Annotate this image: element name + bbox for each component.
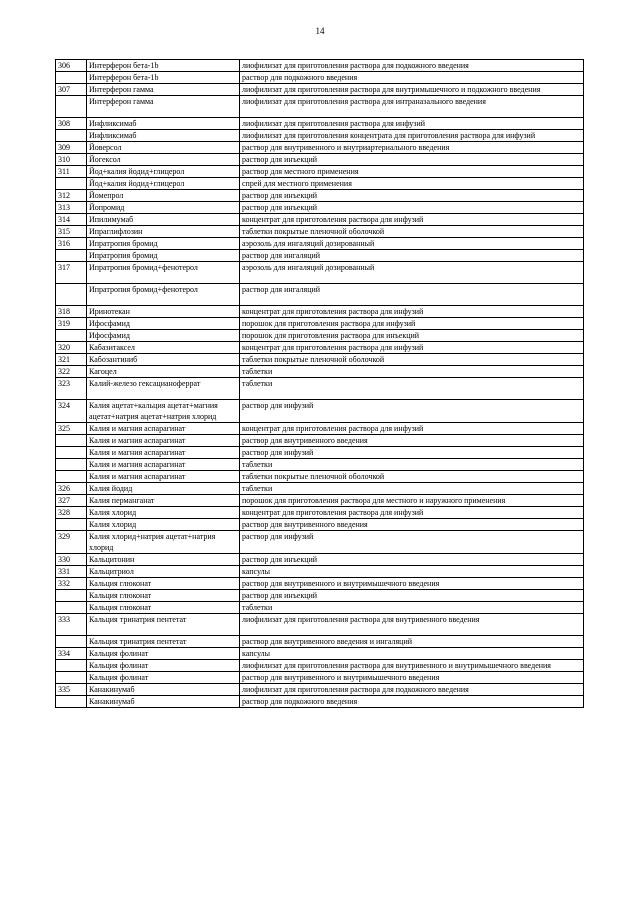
drug-name: Кальцитонин bbox=[87, 554, 240, 566]
drug-name: Калия хлорид bbox=[87, 507, 240, 519]
row-number bbox=[56, 72, 87, 84]
table-row bbox=[56, 400, 584, 423]
table-row bbox=[56, 459, 584, 471]
row-number: 321 bbox=[56, 354, 87, 366]
row-number: 326 bbox=[56, 483, 87, 495]
row-number: 335 bbox=[56, 684, 87, 696]
page-number: 14 bbox=[315, 26, 325, 36]
row-number: 318 bbox=[56, 306, 87, 318]
row-number bbox=[56, 602, 87, 614]
table-row bbox=[56, 214, 584, 226]
drug-name: Кальция глюконат bbox=[87, 602, 240, 614]
row-number: 319 bbox=[56, 318, 87, 330]
row-number: 312 bbox=[56, 190, 87, 202]
row-number bbox=[56, 519, 87, 531]
table-row bbox=[56, 435, 584, 447]
table-row bbox=[56, 342, 584, 354]
dosage-form: раствор для инфузий bbox=[240, 400, 584, 423]
table-row bbox=[56, 154, 584, 166]
row-number bbox=[56, 660, 87, 672]
table-row bbox=[56, 142, 584, 154]
row-number bbox=[56, 590, 87, 602]
drug-name: Ипратропия бромид bbox=[87, 250, 240, 262]
table-row bbox=[56, 354, 584, 366]
dosage-form: концентрат для приготовления раствора для инфузий bbox=[240, 342, 584, 354]
dosage-form: раствор для инфузий bbox=[240, 531, 584, 554]
row-number: 315 bbox=[56, 226, 87, 238]
drug-name: Йопромид bbox=[87, 202, 240, 214]
drug-name: Интерферон бета-1b bbox=[87, 60, 240, 72]
dosage-form: раствор для подкожного введения bbox=[240, 72, 584, 84]
table-row bbox=[56, 96, 584, 118]
table-row bbox=[56, 72, 584, 84]
row-number: 314 bbox=[56, 214, 87, 226]
row-number: 332 bbox=[56, 578, 87, 590]
dosage-form: раствор для внутривенного и внутримышечного введения bbox=[240, 578, 584, 590]
drug-name: Интерферон гамма bbox=[87, 84, 240, 96]
table-row bbox=[56, 554, 584, 566]
drug-table-body bbox=[56, 60, 584, 708]
drug-name: Калия хлорид+натрия ацетат+натрия хлорид bbox=[87, 531, 240, 554]
drug-name: Йоверсол bbox=[87, 142, 240, 154]
row-number: 333 bbox=[56, 614, 87, 636]
dosage-form: раствор для внутривенного введения bbox=[240, 519, 584, 531]
drug-name: Канакинумаб bbox=[87, 684, 240, 696]
table-row bbox=[56, 531, 584, 554]
row-number bbox=[56, 178, 87, 190]
table-row bbox=[56, 250, 584, 262]
drug-name: Калия и магния аспарагинат bbox=[87, 435, 240, 447]
table-row bbox=[56, 226, 584, 238]
table-row bbox=[56, 696, 584, 708]
drug-name: Кальция фолинат bbox=[87, 648, 240, 660]
row-number: 324 bbox=[56, 400, 87, 423]
drug-table bbox=[55, 59, 584, 708]
row-number: 331 bbox=[56, 566, 87, 578]
dosage-form: раствор для внутривенного введения и ингаляций bbox=[240, 636, 584, 648]
dosage-form: раствор для внутривенного введения bbox=[240, 435, 584, 447]
drug-name: Инфликсимаб bbox=[87, 130, 240, 142]
dosage-form: раствор для местного применения bbox=[240, 166, 584, 178]
dosage-form: порошок для приготовления раствора для инфузий bbox=[240, 318, 584, 330]
table-row bbox=[56, 483, 584, 495]
row-number: 306 bbox=[56, 60, 87, 72]
dosage-form: лиофилизат для приготовления раствора для внутривенного введения bbox=[240, 614, 584, 636]
table-row bbox=[56, 471, 584, 483]
row-number: 311 bbox=[56, 166, 87, 178]
dosage-form: раствор для инъекций bbox=[240, 154, 584, 166]
row-number: 322 bbox=[56, 366, 87, 378]
dosage-form: раствор для ингаляций bbox=[240, 250, 584, 262]
drug-name: Ифосфамид bbox=[87, 318, 240, 330]
row-number: 327 bbox=[56, 495, 87, 507]
drug-name: Кальция фолинат bbox=[87, 660, 240, 672]
dosage-form: концентрат для приготовления раствора для инфузий bbox=[240, 306, 584, 318]
dosage-form: порошок для приготовления раствора для местного и наружного применения bbox=[240, 495, 584, 507]
drug-name: Кабазитаксел bbox=[87, 342, 240, 354]
dosage-form: раствор для внутривенного и внутримышечного введения bbox=[240, 672, 584, 684]
drug-name: Калия и магния аспарагинат bbox=[87, 471, 240, 483]
dosage-form: концентрат для приготовления раствора для инфузий bbox=[240, 423, 584, 435]
drug-name: Кальция глюконат bbox=[87, 578, 240, 590]
table-row bbox=[56, 590, 584, 602]
dosage-form: лиофилизат для приготовления раствора для интраназального введения bbox=[240, 96, 584, 118]
dosage-form: таблетки bbox=[240, 483, 584, 495]
drug-name: Кагоцел bbox=[87, 366, 240, 378]
dosage-form: лиофилизат для приготовления раствора для подкожного введения bbox=[240, 60, 584, 72]
table-row bbox=[56, 130, 584, 142]
drug-name: Калия перманганат bbox=[87, 495, 240, 507]
table-row bbox=[56, 519, 584, 531]
table-row bbox=[56, 118, 584, 130]
drug-name: Интерферон гамма bbox=[87, 96, 240, 118]
drug-name: Калий-железо гексацианоферрат bbox=[87, 378, 240, 400]
drug-name: Кальция тринатрия пентетат bbox=[87, 636, 240, 648]
dosage-form: аэрозоль для ингаляций дозированный bbox=[240, 262, 584, 284]
table-row bbox=[56, 578, 584, 590]
row-number bbox=[56, 435, 87, 447]
row-number bbox=[56, 471, 87, 483]
row-number bbox=[56, 696, 87, 708]
table-row bbox=[56, 636, 584, 648]
drug-name: Ифосфамид bbox=[87, 330, 240, 342]
dosage-form: таблетки покрытые пленочной оболочкой bbox=[240, 354, 584, 366]
dosage-form: раствор для инъекций bbox=[240, 590, 584, 602]
table-row bbox=[56, 614, 584, 636]
dosage-form: таблетки bbox=[240, 366, 584, 378]
dosage-form: раствор для ингаляций bbox=[240, 284, 584, 306]
drug-name: Калия и магния аспарагинат bbox=[87, 447, 240, 459]
row-number: 309 bbox=[56, 142, 87, 154]
dosage-form: таблетки bbox=[240, 459, 584, 471]
row-number bbox=[56, 96, 87, 118]
row-number: 328 bbox=[56, 507, 87, 519]
dosage-form: капсулы bbox=[240, 648, 584, 660]
dosage-form: лиофилизат для приготовления концентрата для приготовления раствора для инфузий bbox=[240, 130, 584, 142]
dosage-form: концентрат для приготовления раствора для инфузий bbox=[240, 507, 584, 519]
drug-name: Калия и магния аспарагинат bbox=[87, 423, 240, 435]
drug-name: Калия йодид bbox=[87, 483, 240, 495]
table-row bbox=[56, 60, 584, 72]
dosage-form: таблетки bbox=[240, 602, 584, 614]
dosage-form: раствор для инъекций bbox=[240, 202, 584, 214]
dosage-form: лиофилизат для приготовления раствора для подкожного введения bbox=[240, 684, 584, 696]
drug-name: Калия хлорид bbox=[87, 519, 240, 531]
drug-name: Йомепрол bbox=[87, 190, 240, 202]
table-row bbox=[56, 190, 584, 202]
dosage-form: концентрат для приготовления раствора для инфузий bbox=[240, 214, 584, 226]
drug-name: Ипратропия бромид+фенотерол bbox=[87, 284, 240, 306]
row-number: 317 bbox=[56, 262, 87, 284]
drug-name: Интерферон бета-1b bbox=[87, 72, 240, 84]
dosage-form: капсулы bbox=[240, 566, 584, 578]
drug-name: Йогексол bbox=[87, 154, 240, 166]
dosage-form: раствор для подкожного введения bbox=[240, 696, 584, 708]
row-number bbox=[56, 330, 87, 342]
row-number: 334 bbox=[56, 648, 87, 660]
dosage-form: раствор для внутривенного и внутриартериального введения bbox=[240, 142, 584, 154]
table-row bbox=[56, 660, 584, 672]
row-number: 320 bbox=[56, 342, 87, 354]
table-row bbox=[56, 495, 584, 507]
table-row bbox=[56, 178, 584, 190]
table-row bbox=[56, 648, 584, 660]
row-number bbox=[56, 672, 87, 684]
row-number: 330 bbox=[56, 554, 87, 566]
row-number bbox=[56, 447, 87, 459]
drug-name: Йод+калия йодид+глицерол bbox=[87, 178, 240, 190]
table-row bbox=[56, 507, 584, 519]
dosage-form: аэрозоль для ингаляций дозированный bbox=[240, 238, 584, 250]
drug-name: Ипраглифлозин bbox=[87, 226, 240, 238]
dosage-form: порошок для приготовления раствора для инъекций bbox=[240, 330, 584, 342]
row-number: 307 bbox=[56, 84, 87, 96]
row-number bbox=[56, 459, 87, 471]
drug-name: Ипратропия бромид bbox=[87, 238, 240, 250]
drug-name: Инфликсимаб bbox=[87, 118, 240, 130]
dosage-form: таблетки покрытые пленочной оболочкой bbox=[240, 226, 584, 238]
drug-name: Канакинумаб bbox=[87, 696, 240, 708]
dosage-form: раствор для инъекций bbox=[240, 190, 584, 202]
row-number bbox=[56, 636, 87, 648]
table-row bbox=[56, 318, 584, 330]
drug-name: Кабозантиниб bbox=[87, 354, 240, 366]
drug-name: Калия и магния аспарагинат bbox=[87, 459, 240, 471]
row-number: 316 bbox=[56, 238, 87, 250]
row-number bbox=[56, 284, 87, 306]
row-number: 310 bbox=[56, 154, 87, 166]
table-row bbox=[56, 284, 584, 306]
dosage-form: спрей для местного применения bbox=[240, 178, 584, 190]
drug-name: Ипратропия бромид+фенотерол bbox=[87, 262, 240, 284]
drug-name: Иринотекан bbox=[87, 306, 240, 318]
table-row bbox=[56, 566, 584, 578]
drug-name: Кальция фолинат bbox=[87, 672, 240, 684]
table-row bbox=[56, 602, 584, 614]
table-row bbox=[56, 166, 584, 178]
table-row bbox=[56, 238, 584, 250]
table-row bbox=[56, 672, 584, 684]
drug-name: Йод+калия йодид+глицерол bbox=[87, 166, 240, 178]
row-number bbox=[56, 130, 87, 142]
row-number: 325 bbox=[56, 423, 87, 435]
row-number: 323 bbox=[56, 378, 87, 400]
table-row bbox=[56, 84, 584, 96]
dosage-form: лиофилизат для приготовления раствора для внутримышечного и подкожного введения bbox=[240, 84, 584, 96]
table-row bbox=[56, 262, 584, 284]
row-number: 308 bbox=[56, 118, 87, 130]
table-row bbox=[56, 447, 584, 459]
table-row bbox=[56, 306, 584, 318]
dosage-form: лиофилизат для приготовления раствора для внутривенного и внутримышечного введения bbox=[240, 660, 584, 672]
table-row bbox=[56, 684, 584, 696]
dosage-form: лиофилизат для приготовления раствора для инфузий bbox=[240, 118, 584, 130]
drug-name: Кальция тринатрия пентетат bbox=[87, 614, 240, 636]
table-row bbox=[56, 423, 584, 435]
dosage-form: раствор для инфузий bbox=[240, 447, 584, 459]
dosage-form: раствор для инъекций bbox=[240, 554, 584, 566]
table-row bbox=[56, 330, 584, 342]
dosage-form: таблетки bbox=[240, 378, 584, 400]
drug-name: Ипилимумаб bbox=[87, 214, 240, 226]
row-number: 329 bbox=[56, 531, 87, 554]
dosage-form: таблетки покрытые пленочной оболочкой bbox=[240, 471, 584, 483]
table-row bbox=[56, 366, 584, 378]
drug-name: Калия ацетат+кальция ацетат+магния ацетат+натрия ацетат+натрия хлорид bbox=[87, 400, 240, 423]
row-number: 313 bbox=[56, 202, 87, 214]
drug-name: Кальцитриол bbox=[87, 566, 240, 578]
drug-name: Кальция глюконат bbox=[87, 590, 240, 602]
row-number bbox=[56, 250, 87, 262]
table-row bbox=[56, 378, 584, 400]
table-row bbox=[56, 202, 584, 214]
